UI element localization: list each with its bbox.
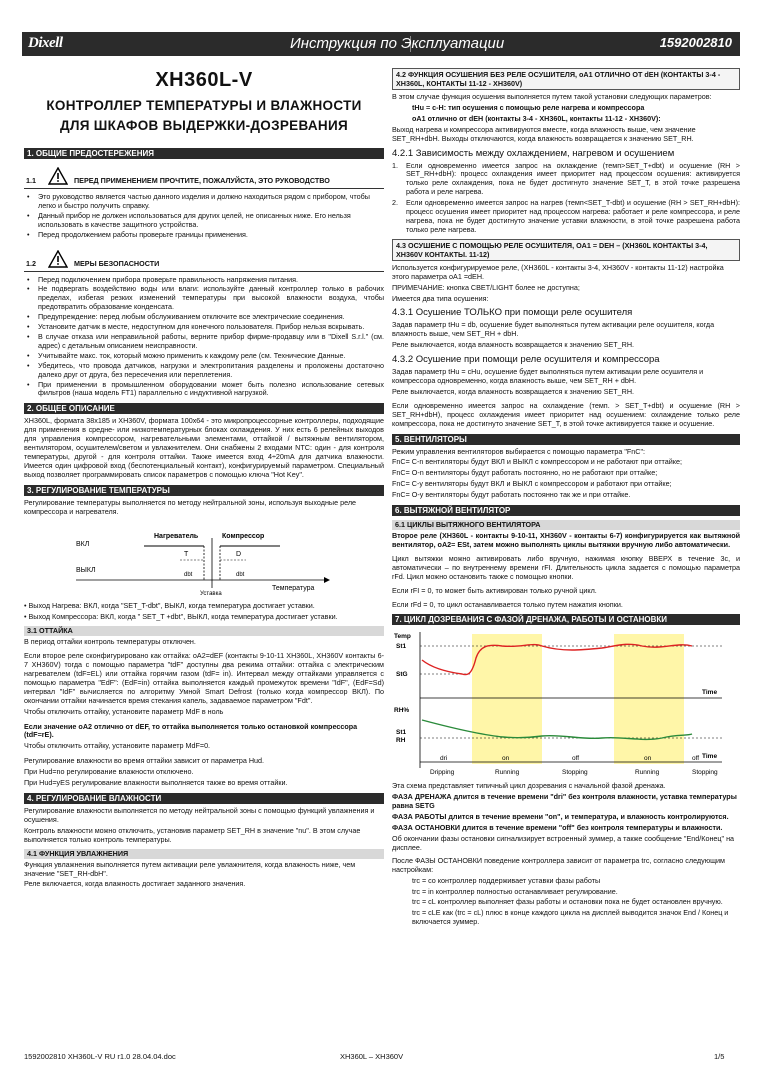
section-4-3-heading: 4.3 ОСУШЕНИЕ С ПОМОЩЬЮ РЕЛЕ ОСУШИТЕЛЯ, OA1 = DEH – (XH360L КОНТАКТЫ 3-4, XH360V КОНТАКТЫ. 11-12): [392, 239, 740, 261]
t-label: T: [184, 551, 189, 559]
product-subtitle-2: ДЛЯ ШКАФОВ ВЫДЕРЖКИ-ДОЗРЕВАНИЯ: [60, 118, 348, 133]
label-stopping-1: Stopping: [562, 769, 588, 777]
temperature-regulation-text: Регулирование температуры выполняется по методу нейтральной зоны, используя выходные реле компрессора и нагревателя.: [24, 497, 357, 516]
section-2-heading: 2. ОБЩЕЕ ОПИСАНИЕ: [24, 403, 384, 414]
brand-logo: Dixell: [28, 35, 63, 51]
dehumid-text-1: В этом случае функция осушения выполняется путем такой установки следующих параметров:: [392, 92, 712, 101]
fans-mode-3: FnC= C-y вентиляторы будут ВКЛ и ВЫКЛ с компрессором и работают при оттайке;: [392, 479, 672, 489]
label-running-2: Running: [635, 769, 660, 777]
section-4-heading: 4. РЕГУЛИРОВАНИЕ ВЛАЖНОСТИ: [24, 793, 384, 804]
phase-off-2: off: [692, 755, 700, 763]
label-dripping: Dripping: [430, 769, 455, 777]
section-4-3-1-heading: 4.3.1 Осушение ТОЛЬКО при помощи реле осушителя: [392, 307, 633, 319]
exhaust-text-1: Второе реле (XH360L - контакты 9-10-11, XH360V - контакты 6-7) конфигурируется как вытяжной вентилятор, oA2= ESt, затем можно выполнять циклы вытяжки вручную либо автоматически.: [392, 531, 740, 549]
section-title: МЕРЫ БЕЗОПАСНОСТИ: [74, 258, 160, 268]
ripening-cycle-chart: [392, 628, 740, 780]
right-column: [392, 68, 740, 929]
dependency-list: [392, 162, 740, 235]
section-6-heading: 6. ВЫТЯЖНОЙ ВЕНТИЛЯТОР: [392, 505, 740, 516]
dehumid-relay-text-2: ПРИМЕЧАНИЕ: кнопка CBET/LIGHT более не доступна;: [392, 282, 580, 292]
footer-page-number: 1/5: [714, 1052, 725, 1061]
temp-axis-label: Temp: [394, 633, 411, 641]
list-item: • Перед подключением прибора проверьте правильность напряжения питания.: [24, 276, 384, 285]
item-number: 2.: [392, 198, 398, 208]
item-text: Если одновременно имеется запрос на охлаждение (темп>SET_T+dbt) и осушение (RH > SET_RH+dbH): процесс охлаждения имеет приоритет над процессом осушения: активируется только реле охлаждения, пока не будет достигнуто значение SET_T, в этой точке разрешена работа и реле нагрева.: [406, 160, 740, 197]
fans-mode-4: FnC= O-y вентиляторы будут работать постоянно так же и при оттайке.: [392, 490, 631, 500]
defrost-text-5: Чтобы отключить оттайку, установите параметр MdF=0.: [24, 741, 211, 751]
precautions-list: [24, 193, 384, 240]
section-1-1-heading: [24, 167, 384, 189]
compressor-output-text: • Выход Компрессора: ВКЛ, когда " SET_T +dbt", ВЫКЛ, когда температура достигает уставки.: [24, 612, 338, 622]
heater-output-text: • Выход Нагрева: ВКЛ, когда "SET_T-dbt", ВЫКЛ, когда температура достигает уставки.: [24, 601, 315, 611]
cycle-text-2: ФАЗА ДРЕНАЖА длится в течение времени "dri" без контроля влажности, уставка температуры равна SETG: [392, 792, 737, 811]
list-item: • Перед продолжением работы проверьте границы применения.: [24, 231, 384, 240]
section-4-1-heading: 4.1 ФУНКЦИЯ УВЛАЖНЕНИЯ: [24, 849, 384, 859]
item-number: 1.: [392, 160, 398, 170]
list-item: • Данный прибор не должен использоваться для других целей, не описанных ниже. Его нельзя использовать в качестве защитного устройства.: [24, 212, 384, 230]
safety-list: [24, 276, 384, 399]
st1-label: St1: [396, 643, 407, 651]
humidify-text-2: Реле включается, когда влажность достигает заданного значения.: [24, 879, 246, 889]
list-item: • При применении в промышленном оборудовании может быть полезно использование сетевых фильтров (наша модель FT1) параллельно с индуктивной нагрузкой.: [24, 381, 384, 399]
fans-mode-1: FnC= C-n вентиляторы будут ВКЛ и ВЫКЛ с компрессором и не работают при оттайке;: [392, 457, 682, 467]
phase-on-2: on: [644, 755, 652, 763]
warning-icon: [48, 167, 68, 185]
section-4-2-heading: 4.2 ФУНКЦИЯ ОСУШЕНИЯ БЕЗ РЕЛЕ ОСУШИТЕЛЯ, oA1 ОТЛИЧНО ОТ dEH (КОНТАКТЫ 3-4 - XH360L, КОНТАКТЫ 11-12 - XH360V): [392, 68, 740, 90]
list-item: • Учитывайте макс. ток, который можно применить к каждому реле (см. Технические Данные.: [24, 352, 384, 361]
section-1-heading: 1. ОБЩИЕ ПРЕДОСТЕРЕЖЕНИЯ: [24, 148, 384, 159]
humidity-text-2: Контроль влажности можно отключить, установив параметр SET_RH в значение "nu". В этом случае выполняется только контроль температуры.: [24, 825, 361, 844]
section-3-1-heading: 3.1 ОТТАЙКА: [24, 626, 384, 636]
running-zone-1: [472, 634, 542, 764]
cycle-text-4: ФАЗА ОСТАНОВКИ длится в течение времени "off" без контроля температуры и влажности.: [392, 823, 723, 833]
defrost-text-6: Регулирование влажности во время оттайки зависит от параметра Hud.: [24, 756, 265, 766]
section-1-2-heading: [24, 250, 384, 272]
trc-option-1: trc = co контроллер поддерживает уставки фазы работы: [412, 875, 601, 885]
heater-label: Нагреватель: [154, 533, 199, 541]
list-item: • Не подвергать воздействию воды или влаги: используйте данный контроллер только в рабочих пределах, избегая резких изменений температуры при высокой влажности воздуха, чтобы предотвратить образование конденсата.: [24, 285, 384, 312]
time-label-top: Time: [702, 689, 718, 697]
label-running-1: Running: [495, 769, 520, 777]
neutral-zone-diagram: [24, 520, 384, 598]
defrost-text-3: Чтобы отключить оттайку, установите параметр MdF в ноль: [24, 706, 224, 716]
warning-icon: [48, 250, 68, 268]
item-text: Если одновременно имеется запрос на нагрев (темп<SET_T-dbt) и осушение (RH > SET_RH+dbH): процесс осушения имеет приоритет над процессом нагрева: работает и реле компрессора, и реле нагрева, пока не будет достигнуто значение уставки влажности, в этой точке разрешена работа только реле нагрева.: [406, 198, 740, 234]
cycle-text-6: После ФАЗЫ ОСТАНОВКИ поведение контроллера зависит от параметра trc, согласно следующим настройкам:: [392, 855, 725, 874]
defrost-text-2: Если второе реле сконфигурировано как оттайка: oA2=dEF (контакты 9-10-11 XH360L, XH360V контакты 6-7 XH360V) тогда с помощью параметра "tdF" доступны два режима оттайки: оттайка с электрическим нагревателем (tdF=EL) или оттайка горячим газом (tdF= in). Интервал между оттайками управляется с помощью параметра "EdF": (EdF=in) оттайка выполняется каждый промежуток времени "IdF", (EdF=Sd) интервал "IdF" вычисляется по алгоритму Умной Smart Defrost (только когда компрессор ВКЛ). По окончании оттайки начинается время стекания капель, задаваемое параметром "Fdt".: [24, 651, 384, 705]
stg-label: StG: [396, 671, 408, 679]
dehumid-comp-text-1: Задав параметр tHu = cHu, осушение будет выполняться путем активации реле осушителя и компрессора одновременно, когда влажность выше, чем SET_RH + dbH.: [392, 367, 704, 386]
exhaust-text-4: Если rFd = 0, то цикл останавливается только путем нажатия кнопки.: [392, 599, 623, 609]
dehumid-relay-text-1: Используется конфигурируемое реле, (XH360L - контакты 3-4, XH360V - контакты 11-12) настройка этого параметра oA1 =dEH.: [392, 262, 724, 281]
footer-filename: 1592002810 XH360L-V RU r1.0 28.04.04.doc: [24, 1052, 176, 1061]
cycle-text-3: ФАЗА РАБОТЫ длится в течение времени "on", и температура, и влажность контролируются.: [392, 812, 729, 822]
section-4-2-1-heading: 4.2.1 Зависимость между охлаждением, нагревом и осушением: [392, 147, 675, 159]
phase-dri: dri: [440, 755, 448, 763]
section-7-heading: 7. ЦИКЛ ДОЗРЕВАНИЯ С ФАЗОЙ ДРЕНАЖА, РАБОТЫ И ОСТАНОВКИ: [392, 614, 740, 625]
list-item: [392, 199, 740, 235]
d-label: D: [236, 551, 242, 559]
dbt-label-right: dbt: [236, 572, 245, 579]
footer-model: XH360L – XH360V: [340, 1052, 404, 1061]
section-title: ПЕРЕД ПРИМЕНЕНИЕМ ПРОЧТИТЕ, ПОЖАЛУЙСТА, ЭТО РУКОВОДСТВО: [74, 176, 330, 186]
section-3-heading: 3. РЕГУЛИРОВАНИЕ ТЕМПЕРАТУРЫ: [24, 485, 384, 496]
rh-label: RH: [396, 737, 406, 745]
ripening-cycle-svg: [392, 628, 740, 780]
compressor-label: Компрессор: [222, 533, 265, 541]
dehumid-text-4: Выход нагрева и компрессора активируются вместе, когда влажность выше, чем значение SET_RH+dbH. Выходы отключаются, когда влажность возвращается к значению SET_RH.: [392, 124, 696, 143]
st1-rh-label: St1: [396, 729, 407, 737]
temperature-label: Температура: [272, 585, 315, 593]
list-item: • Установите датчик в месте, недоступном для конечного пользователя. Прибор нельзя вскрывать.: [24, 323, 384, 332]
dehumid-text-3: oA1 отлично от dEH (контакты 3-4 - XH360L, контакты 11-12 - XH360V):: [412, 113, 661, 123]
dehumid-relay-text-3: Имеется два типа осушения:: [392, 293, 489, 303]
phase-on-1: on: [502, 755, 510, 763]
phase-off-1: off: [572, 755, 580, 763]
general-description: XH360L, формата 38x185 и XH360V, формата 100x64 - это микропроцессорные контроллеры, подходящие для применения в средне- или низкотемпературных блоках охлаждения. У них есть 6 релейных выходов для управления компрессором, нагревательными элементами, оттайкой / вытяжным вентилятором, вентилятором, осушителем/светом и увлажнителем. Они снабжены 2 входами NTC: один - для контроля температуры, другой - для контроля оттайки. Также имеется вход 4÷20mA для датчика влажности. Имеется один цифровой вход (беспотенциальный контакт), конфигурируемый параметром. Специальный выход позволяет программировать список параметров с помощью ключа "Hot Key".: [24, 416, 384, 479]
defrost-text-1: В период оттайки контроль температуры отключен.: [24, 637, 196, 647]
setpoint-label: Уставка: [200, 591, 222, 598]
list-item: • Это руководство является частью данного изделия и должно находиться рядом с прибором, чтобы легко и быстро получить справку.: [24, 193, 384, 211]
humidity-text-1: Регулирование влажности выполняется по методу нейтральной зоны с помощью функций увлажнения и осушения.: [24, 805, 375, 824]
trc-option-3: trc = cL контроллер выполняет фазы работы и остановки пока не будет остановлен вручную.: [412, 897, 723, 907]
rh-axis-label: RH%: [394, 707, 410, 715]
cycle-text-1: Эта схема представляет типичный цикл дозревания с начальной фазой дренажа.: [392, 781, 666, 791]
time-label-bottom: Time: [702, 753, 718, 761]
dbt-label-left: dbt: [184, 572, 193, 579]
left-column: [24, 68, 384, 891]
dehumid-only-text-2: Реле выключается, когда влажность возвращается к значению SET_RH.: [392, 340, 635, 350]
dehumid-comp-text-3: Если одновременно имеется запрос на охлаждение (темп. > SET_T+dbt) и осушение (RH > SET_RH+dbH), процесс охлаждения имеет приоритет над осушением: охлаждение только реле компрессора, пока не достигнуто значение SET_T, в этой точке активируется также и осушение.: [392, 400, 740, 428]
model-title: XH360L-V: [155, 69, 253, 91]
document-number: 1592002810: [659, 35, 732, 50]
list-item: [392, 162, 740, 198]
cycle-text-5: Об окончании фазы остановки сигнализирует встроенный зуммер, а также сообщение "End/Конец" на дисплее.: [392, 833, 735, 852]
section-number: 1.2: [26, 258, 36, 268]
running-zone-2: [614, 634, 684, 764]
exhaust-text-3: Если rFI = 0, то может быть активирован только ручной цикл.: [392, 585, 597, 595]
list-item: • Убедитесь, что провода датчиков, нагрузки и электропитания разделены и проложены достаточно далеко друг от друга, без пересечения или переплетения.: [24, 362, 384, 380]
fans-text-1: Режим управления вентиляторов выбирается с помощью параметра "FnC":: [392, 446, 646, 456]
list-item: • Предупреждение: перед любым обслуживанием отключите все электрические соединения.: [24, 313, 384, 322]
header-title: Инструкция по Эксплуатации: [290, 35, 505, 52]
exhaust-text-2: Цикл вытяжки можно активировать либо вручную, нажимая кнопку ВВЕРХ в течение 3с, и автоматически – по внутреннему времени rFI. Длительность цикла задается с помощью параметра rFd. Цикл можно остановить также с помощью кнопки.: [392, 553, 740, 581]
axis-arrow: [324, 577, 330, 583]
defrost-text-7: При Hud=no регулирование влажности отключено.: [24, 767, 194, 777]
label-stopping-2: Stopping: [692, 769, 718, 777]
section-6-1-heading: 6.1 ЦИКЛЫ ВЫТЯЖНОГО ВЕНТИЛЯТОРА: [392, 520, 740, 530]
fans-mode-2: FnC= O-n вентиляторы будут работать постоянно, но не работают при оттайке;: [392, 468, 658, 478]
humidify-text-1: Функция увлажнения выполняется путем активации реле увлажнителя, когда влажность ниже, чем значение "SET_RH-dbH".: [24, 859, 356, 878]
list-item: • В случае отказа или неправильной работы, верните прибор фирме-продавцу или в "Dixell S.r.l." (см. адрес) с детальным описанием неисправности.: [24, 333, 384, 351]
product-subtitle-1: КОНТРОЛЛЕР ТЕМПЕРАТУРЫ И ВЛАЖНОСТИ: [46, 98, 362, 113]
off-label: ВЫКЛ: [76, 567, 96, 575]
defrost-text-8: При Hud=yES регулирование влажности выполняется также во время оттайки.: [24, 778, 288, 788]
defrost-text-4: Если значение oA2 отлично от dEF, то оттайка выполняется только остановкой компрессора (tdF=rE).: [24, 721, 358, 740]
section-4-3-2-heading: 4.3.2 Осушение при помощи реле осушителя и компрессора: [392, 354, 660, 366]
trc-option-2: trc = in контроллер полностью останавливает регулирование.: [412, 886, 618, 896]
document-header: [22, 32, 740, 56]
section-number: 1.1: [26, 176, 36, 186]
neutral-zone-svg: [24, 520, 384, 598]
dehumid-comp-text-2: Реле выключается, когда влажность возвращается к значению SET_RH.: [392, 386, 635, 396]
trc-option-4: trc = cLE как (trc = cL) плюс в конце каждого цикла на дисплей выводится значок End / Конец и включается зуммер.: [412, 908, 729, 927]
section-5-heading: 5. ВЕНТИЛЯТОРЫ: [392, 434, 740, 445]
on-label: ВКЛ: [76, 541, 90, 549]
dehumid-only-text-1: Задав параметр tHu = db, осушение будет выполняться путем активации реле осушителя, когда влажность выше, чем SET_RH + dbH.: [392, 320, 715, 339]
dehumid-text-2: tHu = c-H: тип осушения с помощью реле нагрева и компрессора: [412, 102, 645, 112]
